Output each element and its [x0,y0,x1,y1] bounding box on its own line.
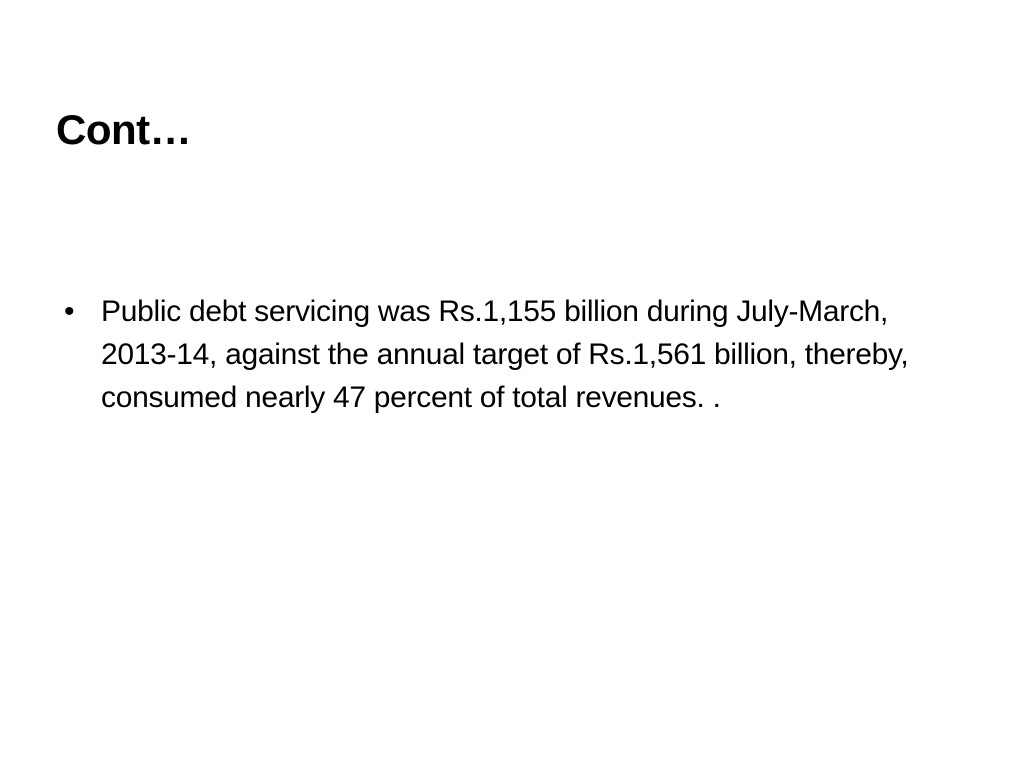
bullet-item [64,290,964,419]
bullet-list [64,290,964,419]
slide-title: Cont… [56,106,192,153]
bullet-text: Public debt servicing was Rs.1,155 billion during July-March, 2013-14, against the annual target of Rs.1,561 billion, thereby, consumed nearly 47 percent of total revenues. . [101,295,909,414]
bullet-marker: • [64,295,75,328]
